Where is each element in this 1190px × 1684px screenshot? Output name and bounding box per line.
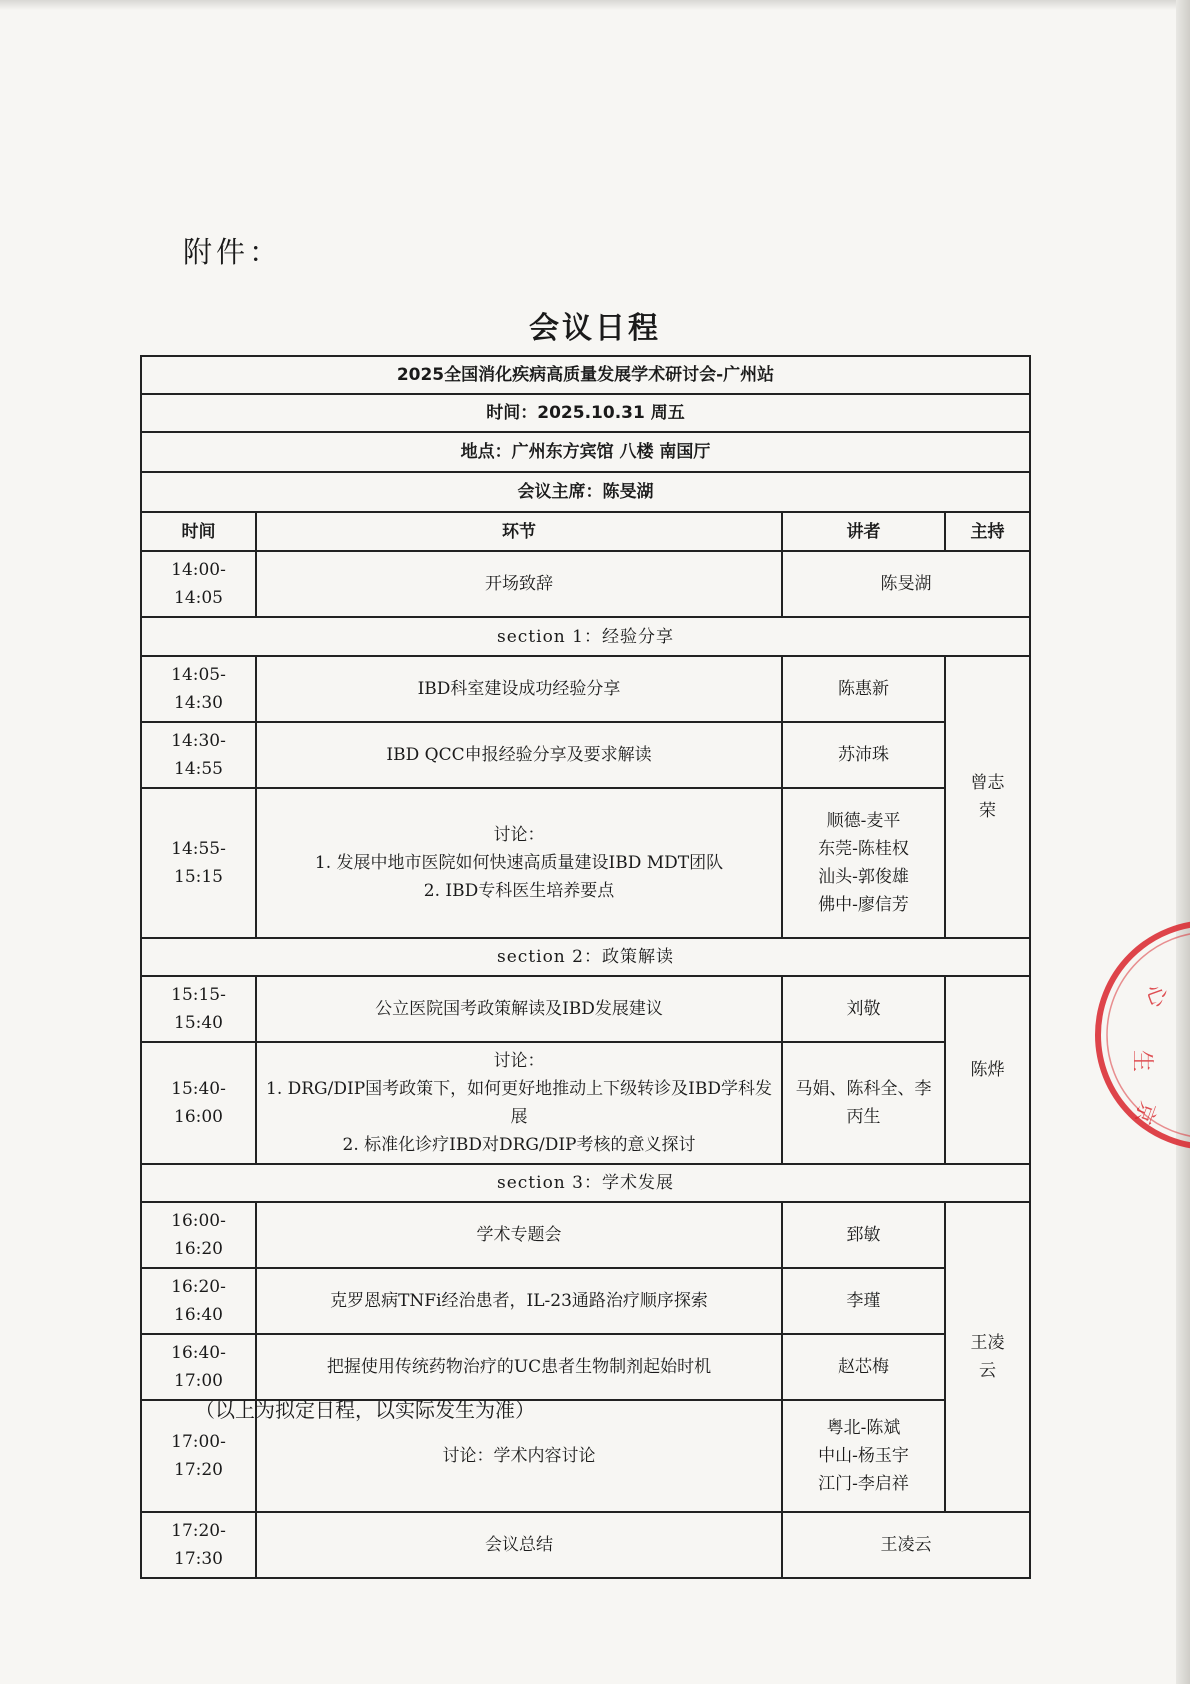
discussion-line: 讨论： — [493, 825, 545, 845]
col-header-segment: 环节 — [256, 512, 782, 551]
table-row — [141, 1042, 1030, 1164]
host-name: 王凌云 — [970, 1333, 1005, 1381]
row-segment-discussion — [256, 1042, 782, 1164]
col-header-speaker: 讲者 — [782, 512, 945, 551]
row-time: 14:00-14:05 — [141, 551, 256, 617]
row-segment: 会议总结 — [256, 1512, 782, 1578]
table-row — [141, 976, 1030, 1042]
row-segment: 学术专题会 — [256, 1202, 782, 1268]
page-title: 会议日程 — [529, 311, 661, 346]
table-row — [141, 1334, 1030, 1400]
section-1-label: section 1：经验分享 — [141, 617, 1030, 656]
speaker-line: 粤北-陈斌 — [826, 1418, 901, 1438]
table-row — [141, 1202, 1030, 1268]
speaker-line: 江门-李启祥 — [818, 1474, 909, 1494]
row-speaker: 陈旻湖 — [782, 551, 1030, 617]
speaker-line: 佛中-廖信芳 — [818, 895, 909, 915]
discussion-line: 2. IBD专科医生培养要点 — [423, 881, 615, 901]
row-segment: 公立医院国考政策解读及IBD发展建议 — [256, 976, 782, 1042]
row-time: 17:00-17:20 — [141, 1400, 256, 1512]
host-name: 曾志荣 — [970, 773, 1005, 821]
table-row — [141, 656, 1030, 722]
discussion-line: 1. 发展中地市医院如何快速高质量建设IBD MDT团队 — [314, 853, 724, 873]
event-chair: 会议主席：陈旻湖 — [141, 472, 1030, 512]
page-shadow-top — [0, 0, 1190, 10]
seal-glyph: 京 — [1128, 1097, 1160, 1128]
section-3-label: section 3：学术发展 — [141, 1164, 1030, 1202]
attachment-label: 附件： — [183, 235, 283, 269]
row-speakers — [782, 1400, 945, 1512]
discussion-line: 2. 标准化诊疗IBD对DRG/DIP考核的意义探讨 — [342, 1135, 696, 1155]
discussion-line: 1. DRG/DIP国考政策下，如何更好地推动上下级转诊及IBD学科发展 — [266, 1079, 772, 1127]
row-speakers — [782, 788, 945, 938]
row-segment: 把握使用传统药物治疗的UC患者生物制剂起始时机 — [256, 1334, 782, 1400]
speaker-line: 东莞-陈桂权 — [818, 839, 909, 859]
row-speaker: 李瑾 — [782, 1268, 945, 1334]
row-speakers — [782, 1042, 945, 1164]
table-row — [141, 551, 1030, 617]
row-speaker: 王凌云 — [782, 1512, 1030, 1578]
row-speaker: 陈惠新 — [782, 656, 945, 722]
row-segment: IBD科室建设成功经验分享 — [256, 656, 782, 722]
footnote: （以上为拟定日程，以实际发生为准） — [195, 1398, 535, 1422]
section-1-host — [945, 656, 1030, 938]
row-time: 15:40-16:00 — [141, 1042, 256, 1164]
row-segment: 讨论：学术内容讨论 — [256, 1400, 782, 1512]
row-speaker: 刘敬 — [782, 976, 945, 1042]
column-header-row — [141, 512, 1030, 551]
event-title: 2025全国消化疾病高质量发展学术研讨会-广州站 — [141, 356, 1030, 394]
row-time: 17:20-17:30 — [141, 1512, 256, 1578]
event-venue: 地点：广州东方宾馆 八楼 南国厅 — [141, 432, 1030, 472]
row-time: 15:15-15:40 — [141, 976, 256, 1042]
speaker-line: 马娟、陈科全、李丙生 — [795, 1079, 932, 1127]
table-row — [141, 1268, 1030, 1334]
table-row — [141, 722, 1030, 788]
seal-glyph: 生 — [1129, 1050, 1154, 1073]
table-row — [141, 1512, 1030, 1578]
row-time: 14:30-14:55 — [141, 722, 256, 788]
row-segment: 开场致辞 — [256, 551, 782, 617]
row-speaker: 苏沛珠 — [782, 722, 945, 788]
row-speaker: 赵芯梅 — [782, 1334, 945, 1400]
section-3-host — [945, 1202, 1030, 1512]
row-time: 16:00-16:20 — [141, 1202, 256, 1268]
speaker-line: 中山-杨玉宇 — [818, 1446, 909, 1466]
speaker-line: 汕头-郭俊雄 — [818, 867, 909, 887]
row-time: 16:40-17:00 — [141, 1334, 256, 1400]
col-header-time: 时间 — [141, 512, 256, 551]
discussion-line: 讨论： — [493, 1051, 545, 1071]
section-2-host: 陈烨 — [945, 976, 1030, 1164]
red-seal-stamp — [1080, 910, 1190, 1160]
page-shadow-right — [1176, 0, 1190, 1684]
row-time: 14:55-15:15 — [141, 788, 256, 938]
col-header-host: 主持 — [945, 512, 1030, 551]
section-2-label: section 2：政策解读 — [141, 938, 1030, 976]
table-row — [141, 788, 1030, 938]
speaker-line: 顺德-麦平 — [826, 811, 901, 831]
row-segment: IBD QCC申报经验分享及要求解读 — [256, 722, 782, 788]
row-segment: 克罗恩病TNFi经治患者，IL-23通路治疗顺序探索 — [256, 1268, 782, 1334]
event-time: 时间：2025.10.31 周五 — [141, 394, 1030, 432]
row-time: 14:05-14:30 — [141, 656, 256, 722]
row-time: 16:20-16:40 — [141, 1268, 256, 1334]
row-speaker: 郅敏 — [782, 1202, 945, 1268]
row-segment-discussion — [256, 788, 782, 938]
seal-glyph: 心 — [1140, 981, 1172, 1011]
